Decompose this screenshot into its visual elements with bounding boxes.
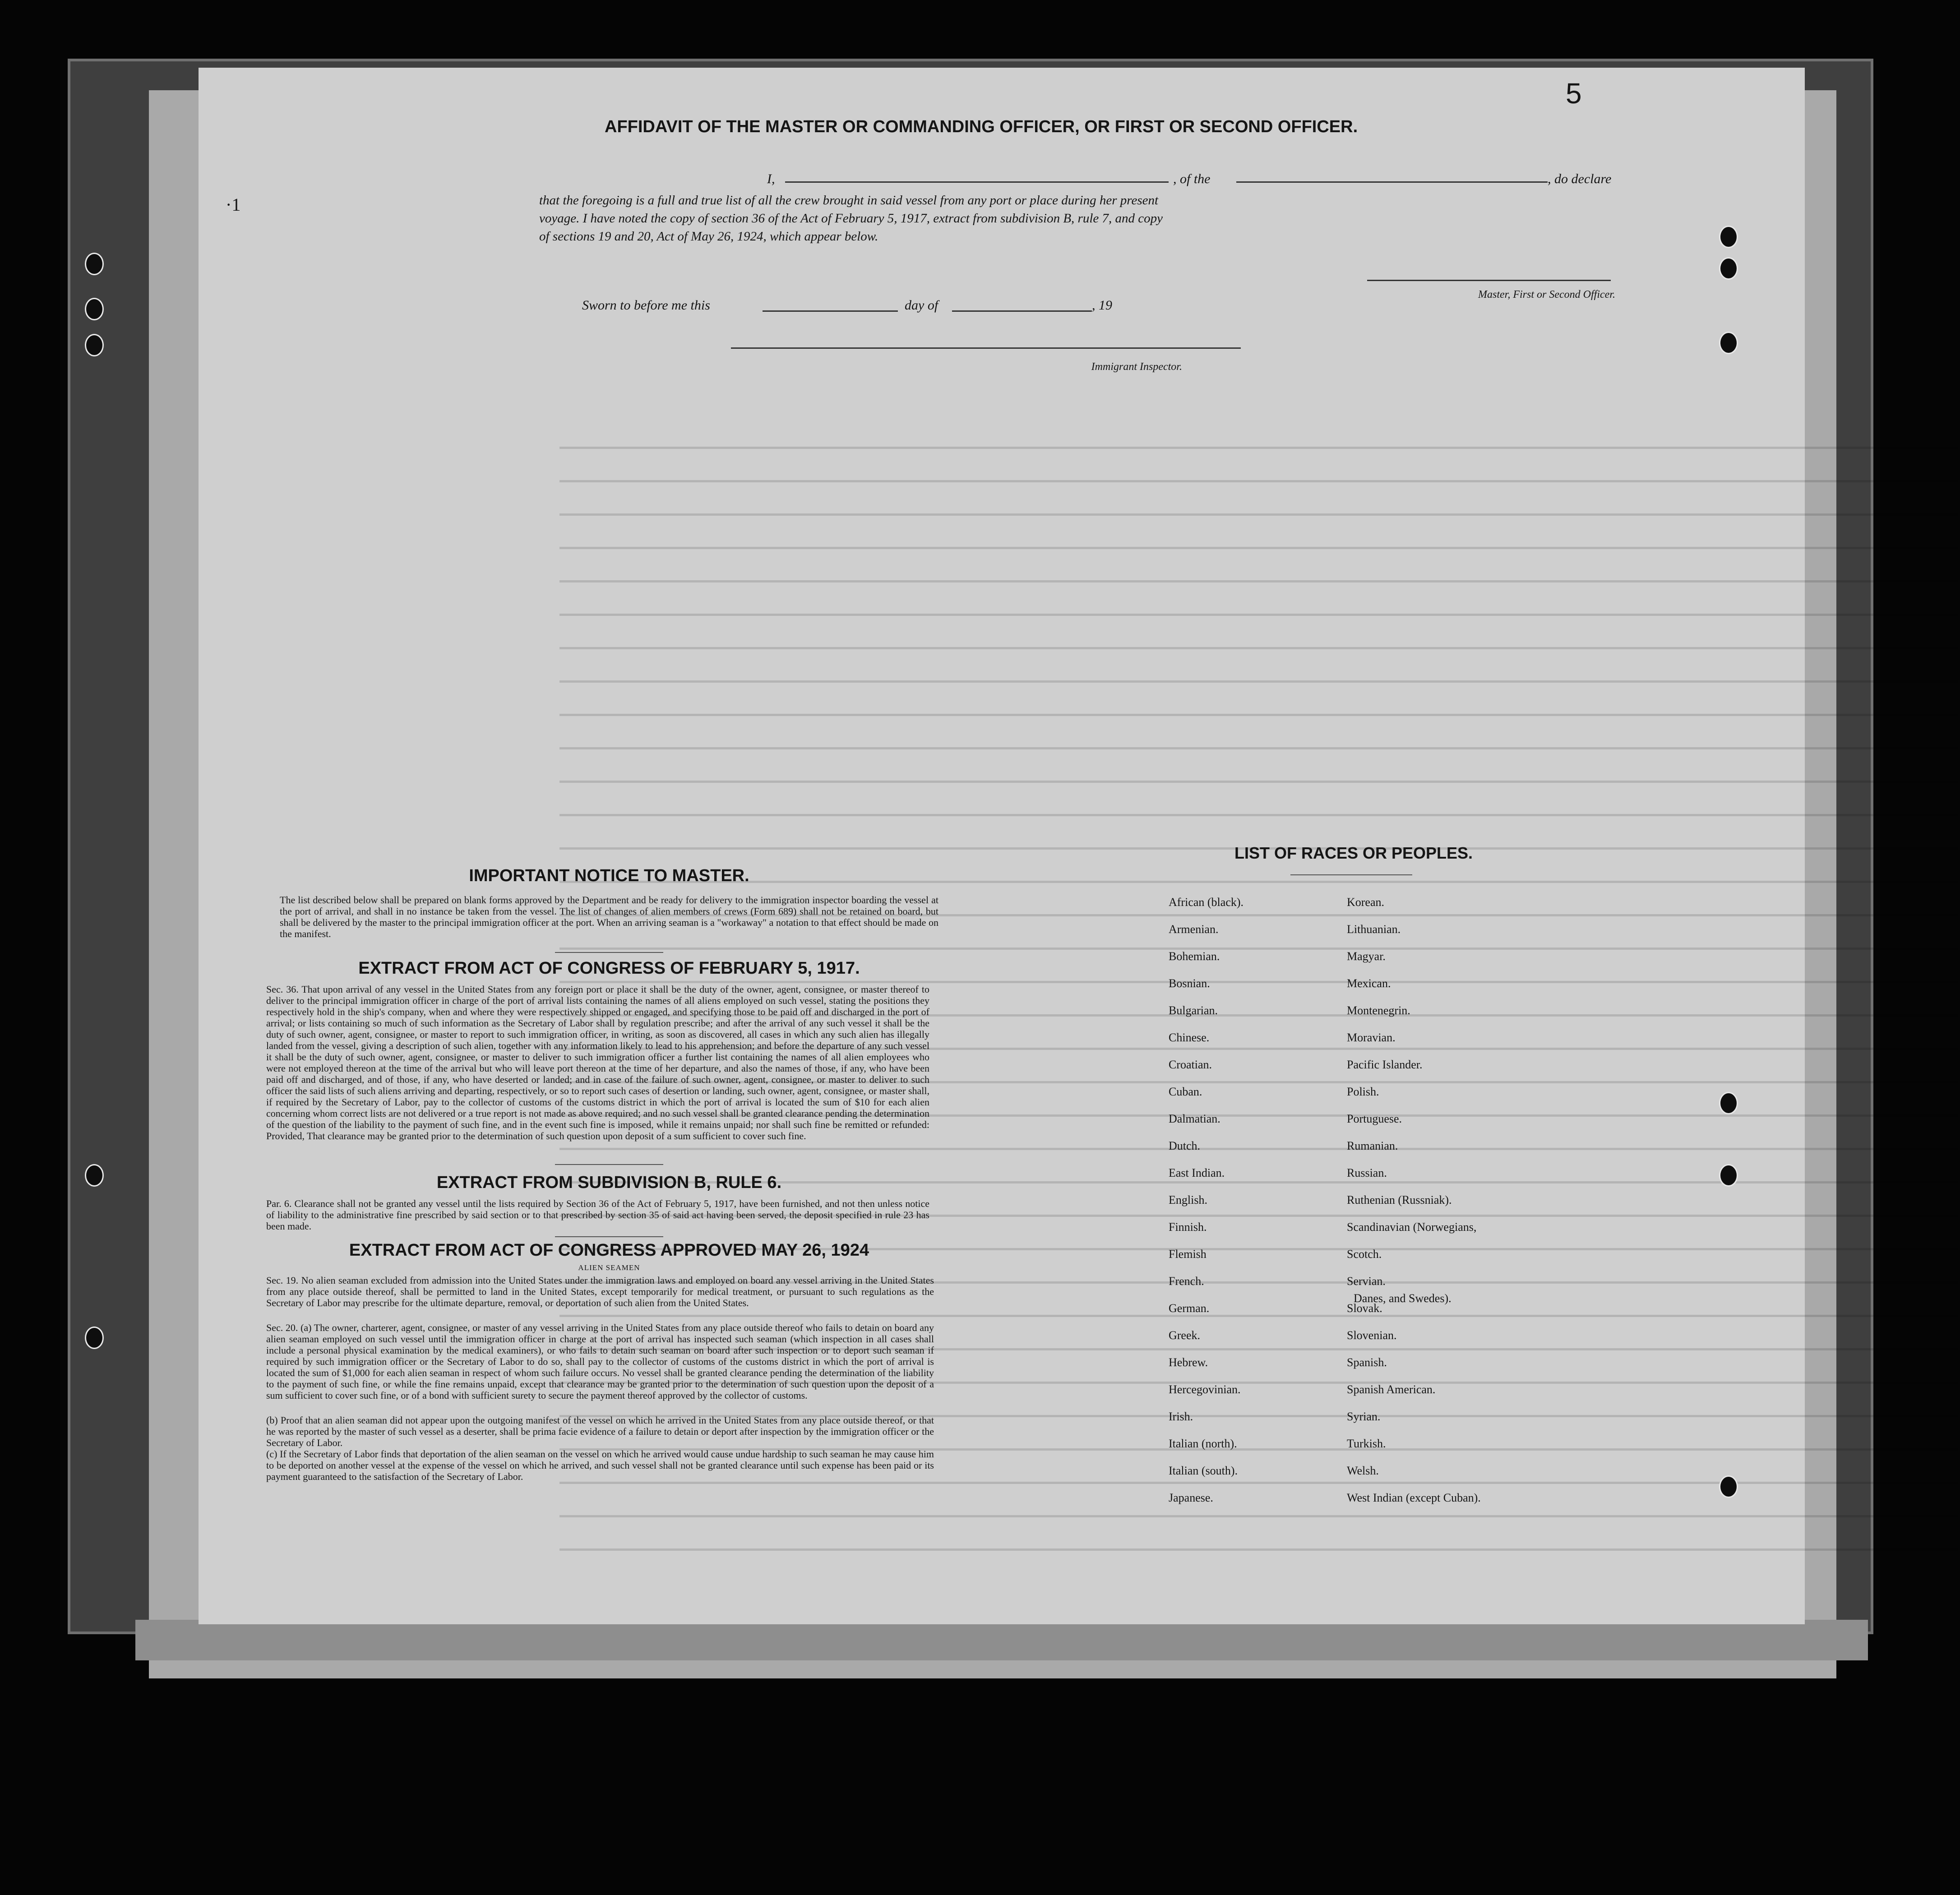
extract-rule6-text: Par. 6. Clearance shall not be granted any vessel until the lists required by Section 36 of the Act of February 5, 1917, have been furnished, and not then unless notice of liability to the administrative fine prescribed by said section or to that prescribed by section 35 of said act having been served, the deposit specified in rule 23 has been made. bbox=[266, 1198, 929, 1232]
binder-hole bbox=[1719, 332, 1738, 354]
race-item: Moravian. bbox=[1347, 1031, 1396, 1044]
affidavit-of-the-label: , of the bbox=[1173, 171, 1211, 186]
manifest-sheet bbox=[199, 68, 1805, 1624]
sworn-label: Sworn to before me this bbox=[582, 298, 710, 313]
extract-1924-title: EXTRACT FROM ACT OF CONGRESS APPROVED MAY 26, 1924 bbox=[349, 1241, 869, 1260]
extract-1924-sec20c: (c) If the Secretary of Labor finds that deportation of the alien seaman on the vessel on which he arrived would cause undue hardship to such seaman he may cause him to be deported on another vessel at the expense of the vessel on which he arrived, and such vessel shall not be granted clearance until such expense has been paid or its payment guaranteed to the satisfaction of the Secretary of Labor. bbox=[266, 1448, 934, 1482]
sworn-month-blank bbox=[952, 310, 1092, 312]
margin-mark: ·1 bbox=[226, 194, 241, 215]
year-label: , 19 bbox=[1092, 298, 1112, 313]
race-item: Ruthenian (Russniak). bbox=[1347, 1193, 1452, 1206]
race-item: Servian. bbox=[1347, 1275, 1386, 1288]
race-item: Welsh. bbox=[1347, 1464, 1379, 1477]
race-item: Slovenian. bbox=[1347, 1329, 1397, 1342]
race-item: Polish. bbox=[1347, 1085, 1379, 1098]
race-item: Japanese. bbox=[1169, 1491, 1213, 1504]
binder-hole bbox=[1719, 1164, 1738, 1187]
binder-hole bbox=[1719, 257, 1738, 280]
race-item: Hebrew. bbox=[1169, 1356, 1208, 1369]
race-item: Korean. bbox=[1347, 896, 1385, 909]
race-item: Montenegrin. bbox=[1347, 1004, 1410, 1017]
corner-number: 5 bbox=[1566, 77, 1582, 110]
declaration-line-1: that the foregoing is a full and true list of all the crew brought in said vessel from any port or place during her present bbox=[539, 193, 1159, 208]
race-item: Pacific Islander. bbox=[1347, 1058, 1423, 1071]
race-item: Chinese. bbox=[1169, 1031, 1210, 1044]
race-item: English. bbox=[1169, 1193, 1207, 1206]
affidavit-i-label: I, bbox=[767, 171, 775, 186]
race-item: Mexican. bbox=[1347, 977, 1391, 990]
race-item: Finnish. bbox=[1169, 1220, 1207, 1234]
race-item: Italian (north). bbox=[1169, 1437, 1237, 1450]
divider bbox=[1290, 874, 1412, 875]
inspector-signature-line bbox=[731, 347, 1241, 349]
divider bbox=[555, 1236, 663, 1237]
binder-hole bbox=[1719, 226, 1738, 248]
binder-hole bbox=[85, 1164, 104, 1187]
name-blank bbox=[785, 181, 1169, 183]
race-item: Flemish bbox=[1169, 1248, 1207, 1261]
race-item: Italian (south). bbox=[1169, 1464, 1238, 1477]
binder-hole bbox=[1719, 1475, 1738, 1498]
race-item: Portuguese. bbox=[1347, 1112, 1402, 1125]
binder-hole bbox=[85, 334, 104, 356]
race-item: Dalmatian. bbox=[1169, 1112, 1220, 1125]
vessel-blank bbox=[1236, 181, 1548, 183]
race-item: African (black). bbox=[1169, 896, 1244, 909]
extract-rule6-title: EXTRACT FROM SUBDIVISION B, RULE 6. bbox=[436, 1173, 782, 1192]
race-item: East Indian. bbox=[1169, 1166, 1225, 1179]
divider bbox=[555, 952, 663, 953]
race-item: Russian. bbox=[1347, 1166, 1387, 1179]
race-item: Armenian. bbox=[1169, 923, 1219, 936]
races-scandinavian-continued: Danes, and Swedes). bbox=[1354, 1292, 1452, 1305]
race-item: Syrian. bbox=[1347, 1410, 1381, 1423]
sworn-day-blank bbox=[763, 310, 898, 312]
extract-1924-sec19: Sec. 19. No alien seaman excluded from admission into the United States under the immigration laws and employed on board any vessel arriving in the United States from any place outside thereof, shall be permitted to land in the United States, except temporarily for medical treatment, or pursuant to such regulations as the Secretary of Labor may prescribe for the ultimate departure, removal, or deportation of such alien from the United States. bbox=[266, 1275, 934, 1308]
race-item: Bulgarian. bbox=[1169, 1004, 1218, 1017]
race-item: Rumanian. bbox=[1347, 1139, 1398, 1152]
notice-title: IMPORTANT NOTICE TO MASTER. bbox=[469, 866, 749, 885]
declaration-line-3: of sections 19 and 20, Act of May 26, 1924, which appear below. bbox=[539, 229, 878, 244]
race-item: Hercegovinian. bbox=[1169, 1383, 1241, 1396]
race-item: Spanish. bbox=[1347, 1356, 1387, 1369]
race-item: West Indian (except Cuban). bbox=[1347, 1491, 1481, 1504]
master-signature-caption: Master, First or Second Officer. bbox=[1478, 289, 1615, 300]
notice-text: The list described below shall be prepared on blank forms approved by the Department and be ready for delivery to the immigration inspector boarding the vessel at the port of arrival, and shall in no instance be taken from the vessel. The list of changes of alien members of crews (Form 689) shall not be retained on board, but shall be delivered by the master to the principal immigration officer at the port. When an arriving seaman is a "workaway" a notation to that effect should be made on the manifest. bbox=[280, 894, 938, 939]
binder-hole bbox=[85, 1326, 104, 1349]
race-item: Lithuanian. bbox=[1347, 923, 1401, 936]
binder-hole bbox=[85, 253, 104, 275]
race-item: French. bbox=[1169, 1275, 1204, 1288]
race-item: Greek. bbox=[1169, 1329, 1201, 1342]
race-item: Dutch. bbox=[1169, 1139, 1201, 1152]
declaration-line-2: voyage. I have noted the copy of section 36 of the Act of February 5, 1917, extract from subdivision B, rule 7, and copy bbox=[539, 211, 1163, 226]
race-item: Cuban. bbox=[1169, 1085, 1202, 1098]
race-item: Spanish American. bbox=[1347, 1383, 1436, 1396]
master-signature-line bbox=[1367, 280, 1611, 281]
race-item: Bohemian. bbox=[1169, 950, 1220, 963]
race-item: Magyar. bbox=[1347, 950, 1386, 963]
race-item: Slovak. bbox=[1347, 1302, 1382, 1315]
divider bbox=[555, 1164, 663, 1165]
extract-1924-sec20b: (b) Proof that an alien seaman did not appear upon the outgoing manifest of the vessel on which he arrived in the United States from any place outside thereof, or that he was reported by the master of such vessel as a deserter, shall be prima facie evidence of a failure to detain or deport after inspection by the immigration officer or the Secretary of Labor. bbox=[266, 1414, 934, 1448]
extract-1924-sec20a: Sec. 20. (a) The owner, charterer, agent, consignee, or master of any vessel arriving in the United States from any place outside thereof who fails to detain on board any alien seaman employed on such vessel until the immigration officer in charge at the port of arrival has inspected such seaman (which inspection in all cases shall include a personal physical examination by the medical examiners), or who fails to detain such seaman on board after such inspection or to deport such seaman if required by such immigration officer or the Secretary of Labor to do so, shall pay to the collector of customs of the customs district in which the port of arrival is located the sum of $1,000 for each alien seaman in respect of whom such failure occurs. No vessel shall be granted clearance pending the determination of the liability to the payment of such fine, or while the fine remains unpaid, except that clearance may be granted prior to the determination of such question upon the deposit of a sum sufficient to cover such fine, or of a bond with sufficient surety to secure the payment thereof approved by the collector of customs. bbox=[266, 1322, 934, 1401]
race-item: Irish. bbox=[1169, 1410, 1193, 1423]
race-item: Turkish. bbox=[1347, 1437, 1386, 1450]
race-item: Scandinavian (Norwegians, bbox=[1347, 1220, 1477, 1234]
day-of-label: day of bbox=[905, 298, 938, 313]
affidavit-title: AFFIDAVIT OF THE MASTER OR COMMANDING OFFICER, OR FIRST OR SECOND OFFICER. bbox=[605, 117, 1358, 136]
races-title: LIST OF RACES OR PEOPLES. bbox=[1234, 844, 1473, 862]
affidavit-declare-label: , do declare bbox=[1548, 171, 1612, 186]
page-stack-edge bbox=[135, 1620, 1868, 1660]
race-item: German. bbox=[1169, 1302, 1210, 1315]
extract-1924-subtitle: ALIEN SEAMEN bbox=[578, 1263, 640, 1272]
race-item: Croatian. bbox=[1169, 1058, 1212, 1071]
extract-1917-title: EXTRACT FROM ACT OF CONGRESS OF FEBRUARY 5, 1917. bbox=[358, 959, 860, 978]
binder-hole bbox=[85, 298, 104, 320]
extract-1917-text: Sec. 36. That upon arrival of any vessel in the United States from any foreign port or place it shall be the duty of the owner, agent, consignee, or master thereof to deliver to the principal immigration officer in charge of the port of arrival lists containing the names of all aliens employed on such vessel, stating the positions they respectively hold in the ship's company, when and where they were respectively shipped or engaged, and specifying those to be paid off and discharged in the port of arrival; or lists containing so much of such information as the Secretary of Labor shall by regulation prescribe; and after the arrival of any such vessel it shall be the duty of such owner, agent, consignee, or master to report to such immigration officer, in writing, as soon as discovered, all cases in which any such alien has illegally landed from the vessel, giving a description of such alien, together with any information likely to lead to his apprehension; and before the departure of any such vessel it shall be the duty of such owner, agent, consignee, or master to deliver to such immigration officer a further list containing the names of all alien employees who were not employed thereon at the time of the arrival but who will leave port thereon at the time of her departure, and also the names of those, if any, who have been paid off and discharged, and of those, if any, who have deserted or landed; and in case of the failure of such owner, agent, consignee, or master to deliver to such officer the said lists of such aliens arriving and departing, respectively, or so to report such cases of desertion or landing, such owner, agent, consignee, or master shall, if required by the Secretary of Labor, pay to the collector of customs of the customs district in which the port of arrival is located the sum of $10 for each alien concerning whom correct lists are not delivered or a true report is not made as above required; and no such vessel shall be granted clearance pending the determination of the question of the liability to the payment of such fine, and in the event such fine is imposed, while it remains unpaid; nor shall such fine be remitted or refunded: Provided, That clearance may be granted prior to the determination of such question upon deposit of a sum sufficient to cover such fine. bbox=[266, 984, 929, 1142]
race-item: Bosnian. bbox=[1169, 977, 1210, 990]
inspector-caption: Immigrant Inspector. bbox=[1091, 361, 1182, 373]
binder-hole bbox=[1719, 1092, 1738, 1114]
race-item: Scotch. bbox=[1347, 1248, 1382, 1261]
